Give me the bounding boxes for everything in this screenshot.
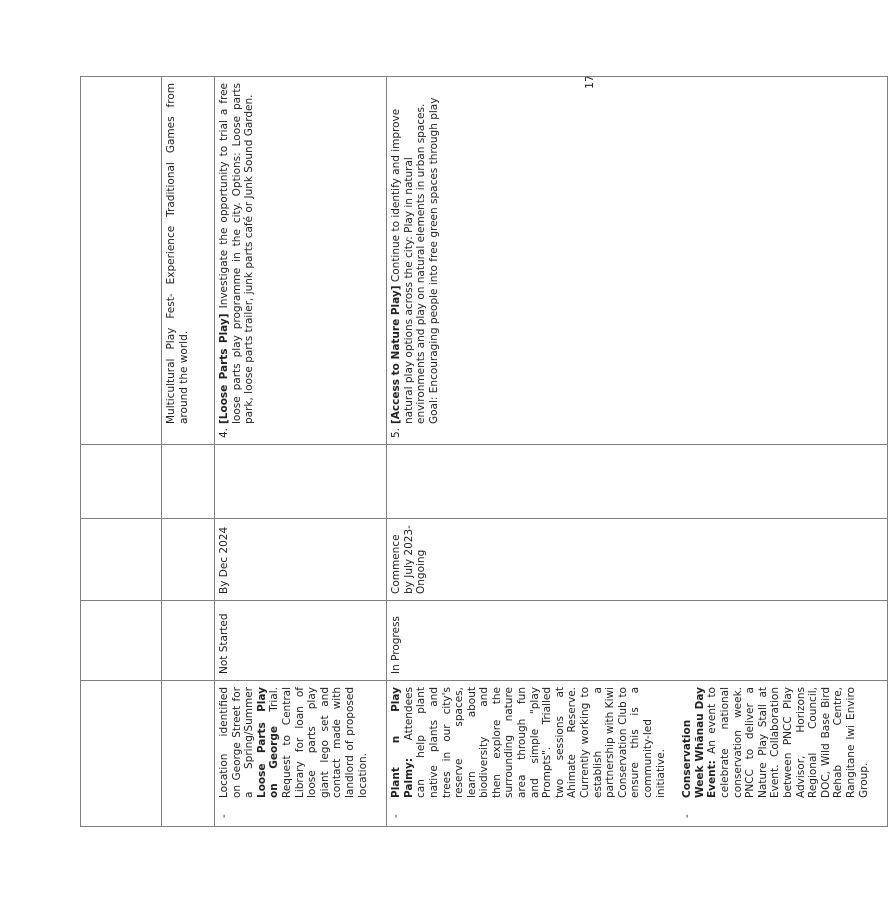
empty-cell [81,445,162,519]
timeframe-text: Commence by July 2023- Ongoing [390,525,428,594]
timeframe-cell [387,519,888,601]
empty-cell [162,681,215,827]
notes-list [390,687,870,820]
page-number: 17 [583,75,596,89]
timeframe-text: By Dec 2024 [218,526,230,594]
note-item: - Conservation Week Whānau Day Event: An event to celebrate national conservation week. PNCC to deliver a Nature Play Stall at Event. Collaboration between PNCC Play Advisor, Horizons Regional Council, DOC, Wild Base Bird Rehab Centre, Rangitane Iwi Enviro Group. [681,687,870,820]
timeframe-cell [215,519,387,601]
action-text: Investigate the opportunity to trial a free loose parts play programme in the city. Options: Loose parts park, loose parts trailer, junk parts café or Junk Sound Garden. [218,83,256,424]
status-text: In Progress [390,616,403,674]
note-item: - Location identified on George Street for a Spring/Summer Loose Parts Play on George Trial. Request to Central Library for loan of loose parts play giant lego set and contact made with landlord of proposed location. [218,687,369,820]
action-description [218,83,256,424]
table-row [387,77,888,827]
notes-cell [387,681,888,827]
empty-cell [387,445,888,519]
empty-cell [162,519,215,601]
empty-cell [81,77,162,445]
action-cell [162,77,215,445]
note-item: - Plant n Play Palmy: Attendees can help plant native plants and trees in our city's reserve spaces, learn about biodiversity and then explore the surrounding nature area through fun and simple "play Prompts". Trialled two sessions at Ahimate Reserve. Currently working to establish a partnership with Kiwi Conservation Club to ensure this is a community-led initiative. [390,687,667,820]
action-continuation: Multicultural Play Fest- Experience Traditional Games from around the world. [165,83,190,424]
action-cell [387,77,888,445]
item-number: 5. [390,427,403,438]
action-description [390,83,440,424]
empty-cell [162,601,215,681]
table-row [162,77,215,827]
item-number: 4. [218,427,230,438]
empty-cell [81,519,162,601]
notes-cell [215,681,387,827]
action-cell [215,77,387,445]
action-title: [Access to Nature Play] [390,285,403,424]
status-text: Not Started [218,613,230,674]
action-text: Continue to identify and improve natural play options across the city: Play in natural environments and play on natural elements in urban spaces. Goal: Encouraging people into free green spaces through play [390,97,440,424]
table-row [81,77,162,827]
empty-cell [162,445,215,519]
action-title: [Loose Parts Play] [218,313,230,424]
notes-list [218,687,369,820]
empty-cell [81,681,162,827]
empty-cell [81,601,162,681]
empty-cell [215,445,387,519]
status-cell [215,601,387,681]
table-row [215,77,387,827]
action-plan-table [80,76,888,827]
status-cell [387,601,888,681]
